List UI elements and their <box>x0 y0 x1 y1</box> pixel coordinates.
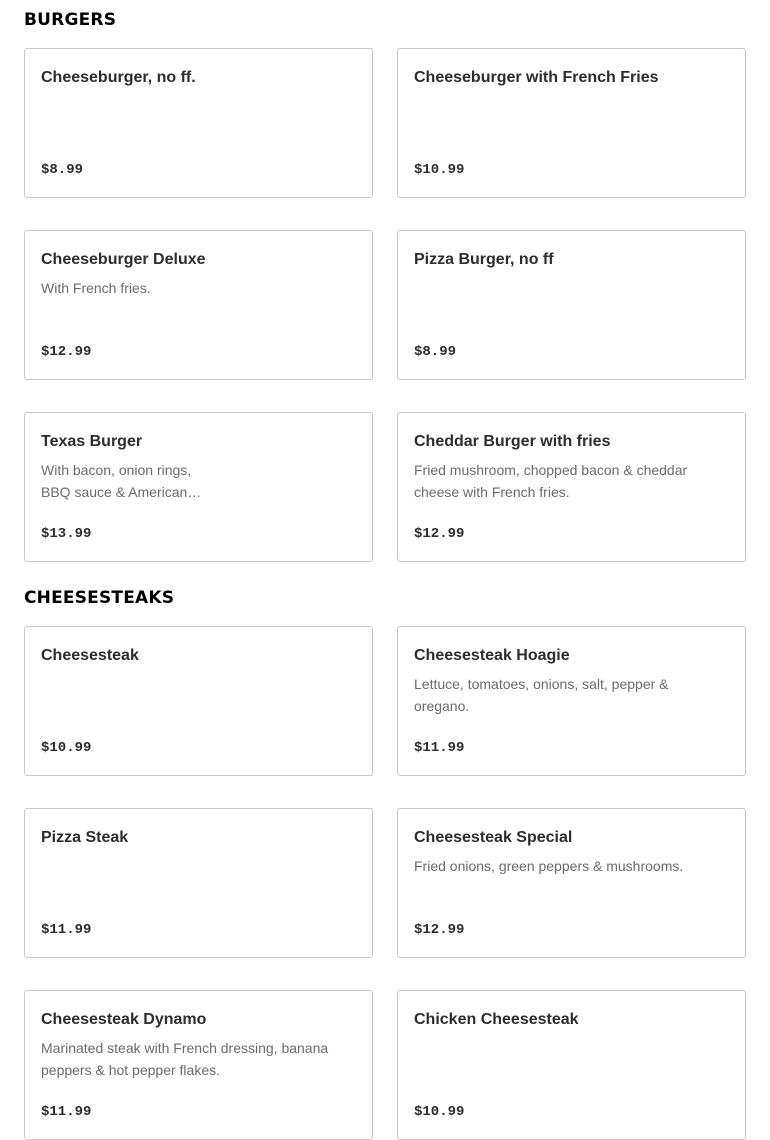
menu-item-card[interactable] <box>24 412 373 562</box>
menu-item-description: With bacon, onion rings, BBQ sauce & American… <box>41 462 202 500</box>
menu-item-name: Cheesesteak <box>41 647 139 664</box>
menu-item-name: Cheeseburger with French Fries <box>414 69 659 86</box>
menu-item-name: Cheeseburger, no ff. <box>41 69 196 86</box>
menu-item-description: Fried onions, green peppers & mushrooms. <box>414 858 684 874</box>
menu-item-description: Fried mushroom, chopped bacon & cheddar cheese with French fries. <box>414 462 688 500</box>
menu-item-card[interactable] <box>24 48 373 198</box>
menu-item-name: Cheesesteak Dynamo <box>41 1011 207 1028</box>
menu-item-name: Cheddar Burger with fries <box>414 433 611 450</box>
menu-item-price: $10.99 <box>414 162 465 178</box>
menu-item-card[interactable] <box>24 808 373 958</box>
menu-item-name: Cheesesteak Special <box>414 829 573 846</box>
menu-item-card[interactable] <box>397 230 746 380</box>
menu-item-price: $10.99 <box>41 740 92 756</box>
menu-item-price: $10.99 <box>414 1104 465 1120</box>
section-title-cheesesteaks: CHEESESTEAKS <box>24 588 175 608</box>
menu-item-price: $8.99 <box>414 344 457 360</box>
menu-item-name: Pizza Burger, no ff <box>414 251 554 268</box>
menu-item-name: Texas Burger <box>41 433 143 450</box>
menu-item-description: Marinated steak with French dressing, banana peppers & hot pepper flakes. <box>41 1040 329 1078</box>
section-title-burgers: BURGERS <box>24 10 117 30</box>
menu-item-name: Pizza Steak <box>41 829 129 846</box>
menu-item-name: Chicken Cheesesteak <box>414 1011 579 1028</box>
menu-item-card[interactable] <box>24 990 373 1140</box>
menu-item-card[interactable] <box>24 230 373 380</box>
menu-item-card[interactable] <box>397 626 746 776</box>
menu-item-price: $12.99 <box>414 922 465 938</box>
menu-item-card[interactable] <box>397 990 746 1140</box>
menu-item-price: $11.99 <box>414 740 465 756</box>
menu-item-card[interactable] <box>24 626 373 776</box>
menu-item-price: $12.99 <box>41 344 92 360</box>
menu-item-price: $13.99 <box>41 526 92 542</box>
menu-item-description: Lettuce, tomatoes, onions, salt, pepper & oregano. <box>414 676 669 714</box>
menu-item-card[interactable] <box>397 412 746 562</box>
menu-item-price: $11.99 <box>41 922 92 938</box>
menu-item-price: $12.99 <box>414 526 465 542</box>
menu-item-card[interactable] <box>397 808 746 958</box>
menu-item-description: With French fries. <box>41 280 151 296</box>
menu-item-price: $8.99 <box>41 162 84 178</box>
menu-item-name: Cheeseburger Deluxe <box>41 251 206 268</box>
menu-item-card[interactable] <box>397 48 746 198</box>
menu-item-price: $11.99 <box>41 1104 92 1120</box>
menu-item-name: Cheesesteak Hoagie <box>414 647 570 664</box>
